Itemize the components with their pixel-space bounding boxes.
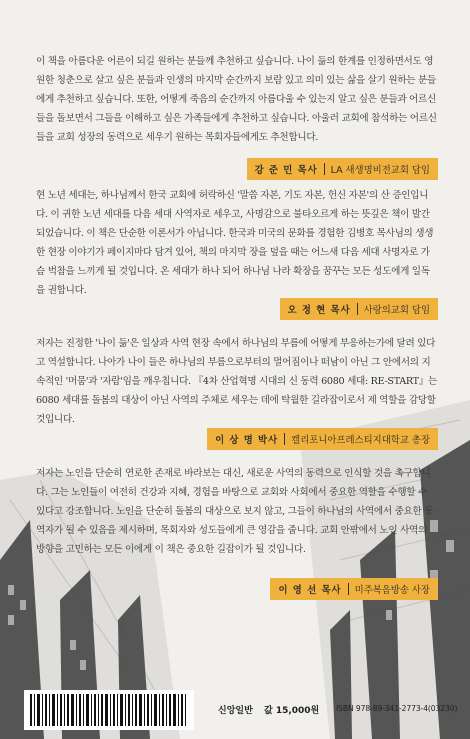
endorsement-signature-3: [207, 428, 438, 450]
isbn-label: ISBN 978-89-341-2773-4(03230): [336, 704, 458, 713]
endorsement-paragraph-2: 현 노년 세대는, 하나님께서 한국 교회에 허락하신 '말씀 자본, 기도 자본, 헌신 자본'의 산 증인입니다. 이 귀한 노년 세대를 다음 세대 사역자로 세우고, 사명감으로 불타오르게 하는 뜻깊은 책이 발간되었습니다. 이 책은 단순한 이론서가 아닙니다. 한국과 미국의 문화를 경험한 김병호 목사님의 생생한 현장 이야기가 페이지마다 담겨 있어, 책의 마지막 장을 덮을 때는 어느새 다음 세대 사명자로 가슴 벅참을 느끼게 될 것입니다. 온 세대가 하나 되어 하나님 나라 확장을 꿈꾸는 모든 성도에게 일독을 권합니다.: [36, 190, 434, 296]
endorsement-paragraph-1: 이 책을 아름다운 어른이 되길 원하는 분들께 추천하고 싶습니다. 나이 듦의 한계를 인정하면서도 영원한 청춘으로 살고 싶은 분들과 인생의 마지막 순간까지 보람 있고 의미 있는 삶을 살기 원하는 분들에게 추천하고 싶습니다. 또한, 어떻게 죽음의 순간까지 아름다울 수 있는지 알고 싶은 분들과 어르신들을 돌보면서 그들을 이해하고 싶은 가족들에게 추천하고 싶습니다. 아울러 교회에 참석하는 어르신들을 교회 성장의 동력으로 세우기 원하는 목회자들에게도 추천합니다.: [36, 56, 437, 143]
endorser-affiliation: LA 새생명비전교회 담임: [325, 158, 438, 180]
price-label: 값 15,000원: [264, 706, 320, 716]
back-cover-footer: [0, 682, 470, 739]
endorsement-paragraph-4: 저자는 노인을 단순히 연로한 존재로 바라보는 대신, 새로운 사역의 동력으로 인식할 것을 촉구합니다. 그는 노인들이 여전히 건강과 지혜, 경험을 바탕으로 교회와 사회에서 중요한 역할을 수행할 수 있다고 강조합니다. 노인을 단순히 돌봄의 대상으로 보지 않고, 그들이 하나님의 사역에서 중요한 동역자가 될 수 있음을 제시하며, 목회자와 성도들에게 큰 영감을 줍니다. 교회 안팎에서 노인 사역의 방향을 고민하는 모든 이에게 이 책은 중요한 길잡이가 될 것입니다.: [36, 468, 434, 555]
endorser-name: 이 영 선 목사: [270, 578, 347, 600]
barcode: [24, 690, 194, 730]
endorser-name: 이 상 명 박사: [207, 428, 284, 450]
endorser-affiliation: 캘리포니아프레스티지대학교 총장: [285, 428, 438, 450]
endorsement-signature-2: [280, 298, 438, 320]
publisher-category: 신앙일반: [218, 706, 253, 716]
barcode-icon: [24, 690, 194, 730]
endorser-affiliation: 사랑의교회 담임: [358, 298, 438, 320]
endorser-affiliation: 미주복음방송 사장: [349, 578, 438, 600]
endorsement-signature-4: [270, 578, 438, 600]
endorsement-signature-1: [247, 158, 438, 180]
endorser-name: 강 준 민 목사: [247, 158, 324, 180]
endorsement-paragraph-3: 저자는 진정한 '나이 듦'은 일상과 사역 현장 속에서 하나님의 부름에 어떻게 부응하는가에 달려 있다고 역설합니다. 나아가 나이 들은 하나님의 부름으로부터의 멀어짐이나 떠남이 아닌 그 안에서의 지속적인 '머뭄'과 '자람'임을 깨우칩니다. 『4차 산업혁명 시대의 신 동력 6080 세대: RE-START』는 6080 세대를 돌봄의 대상이 아닌 사역의 주체로 세우는 데에 탁월한 길라잡이로서 제 역할을 감당할 것입니다.: [36, 338, 438, 425]
endorser-name: 오 정 현 목사: [280, 298, 357, 320]
